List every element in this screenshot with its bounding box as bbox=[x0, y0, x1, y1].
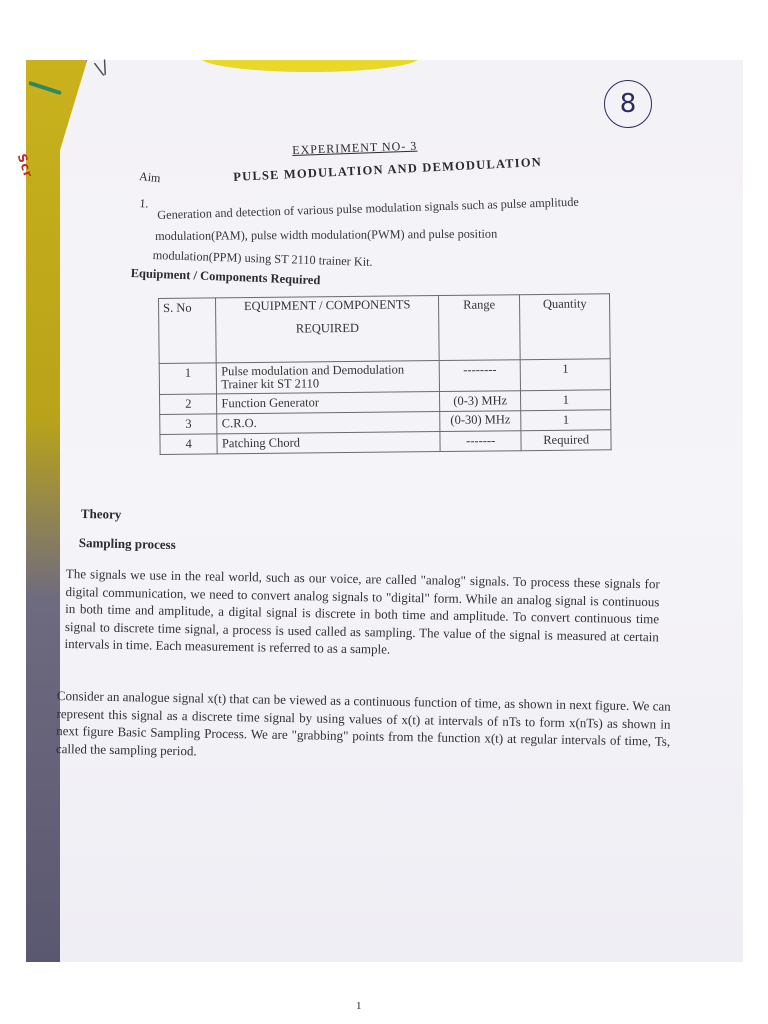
header-equipment-required: REQUIRED bbox=[295, 320, 360, 336]
handwritten-ticks: \/ bbox=[92, 56, 112, 81]
header-range: Range bbox=[438, 295, 520, 361]
header-equipment-label: EQUIPMENT / COMPONENTS bbox=[243, 297, 411, 314]
sampling-heading: Sampling process bbox=[78, 535, 176, 553]
document-photo bbox=[14, 60, 743, 962]
binder-spine-text: Scr bbox=[14, 152, 36, 180]
equipment-table bbox=[158, 293, 612, 455]
row-quantity: 1 bbox=[521, 359, 611, 391]
aim-line-1: Generation and detection of various pulse modulation signals such as pulse amplitude bbox=[157, 194, 580, 222]
paper-sheet bbox=[60, 60, 743, 962]
row-range: ------- bbox=[440, 431, 522, 452]
row-sno: 2 bbox=[160, 394, 218, 415]
theory-heading: Theory bbox=[80, 506, 122, 522]
handwritten-page-number: 8 bbox=[604, 80, 652, 128]
row-range: (0-30) MHz bbox=[440, 411, 522, 432]
row-range: -------- bbox=[439, 360, 521, 392]
header-equipment bbox=[216, 296, 439, 363]
row-range: (0-3) MHz bbox=[439, 391, 521, 412]
experiment-title: EXPERIMENT NO- 3 bbox=[292, 138, 418, 157]
row-quantity: Required bbox=[521, 430, 611, 451]
table-row bbox=[159, 359, 610, 395]
row-equipment: Patching Chord bbox=[217, 432, 440, 454]
table-header-row bbox=[159, 294, 611, 364]
row-quantity: 1 bbox=[521, 390, 611, 411]
aim-number: 1. bbox=[139, 196, 149, 211]
aim-line-2: modulation(PAM), pulse width modulation(PWM) and pulse position bbox=[155, 226, 498, 243]
header-quantity: Quantity bbox=[520, 294, 610, 360]
row-quantity: 1 bbox=[521, 410, 611, 431]
theory-paragraph-1: The signals we use in the real world, such as our voice, are called "analog" signals. To process these signals for digital communication, we need to convert analog signals to "digital" form. While an analog signal is continuous in both time and amplitude, a digital signal is discrete in both time and amplitude. To convert continuous time signal to discrete time signal, a process is used called as sampling. The value of the signal is measured at certain intervals in time. Each measurement is referred to as a sample. bbox=[64, 565, 660, 657]
row-equipment: C.R.O. bbox=[217, 412, 440, 434]
row-sno: 3 bbox=[160, 414, 218, 435]
row-sno: 4 bbox=[160, 434, 218, 455]
header-sno: S. No bbox=[159, 298, 217, 364]
row-equipment: Pulse modulation and Demodulation Trainer kit ST 2110 bbox=[217, 361, 440, 394]
table-row bbox=[160, 430, 611, 455]
yellow-tab bbox=[200, 42, 420, 72]
aim-line-3: modulation(PPM) using ST 2110 trainer Kit. bbox=[152, 247, 373, 269]
aim-label: Aim bbox=[138, 169, 162, 186]
main-title: PULSE MODULATION AND DEMODULATION bbox=[233, 154, 543, 184]
row-sno: 1 bbox=[159, 363, 217, 395]
equipment-heading: Equipment / Components Required bbox=[130, 266, 321, 288]
theory-paragraph-2: Consider an analogue signal x(t) that can be viewed as a continuous function of time, as shown in next figure. We can represent this signal as a discrete time signal by using values of x(t) at intervals of nTs to form x(nTs) as shown in next figure Basic Sampling Process. We are "grabbing" points from the function x(t) at regular intervals of time, Ts, called the sampling period. bbox=[55, 687, 671, 758]
page-number: 1 bbox=[356, 1000, 362, 1012]
row-equipment: Function Generator bbox=[217, 392, 440, 414]
